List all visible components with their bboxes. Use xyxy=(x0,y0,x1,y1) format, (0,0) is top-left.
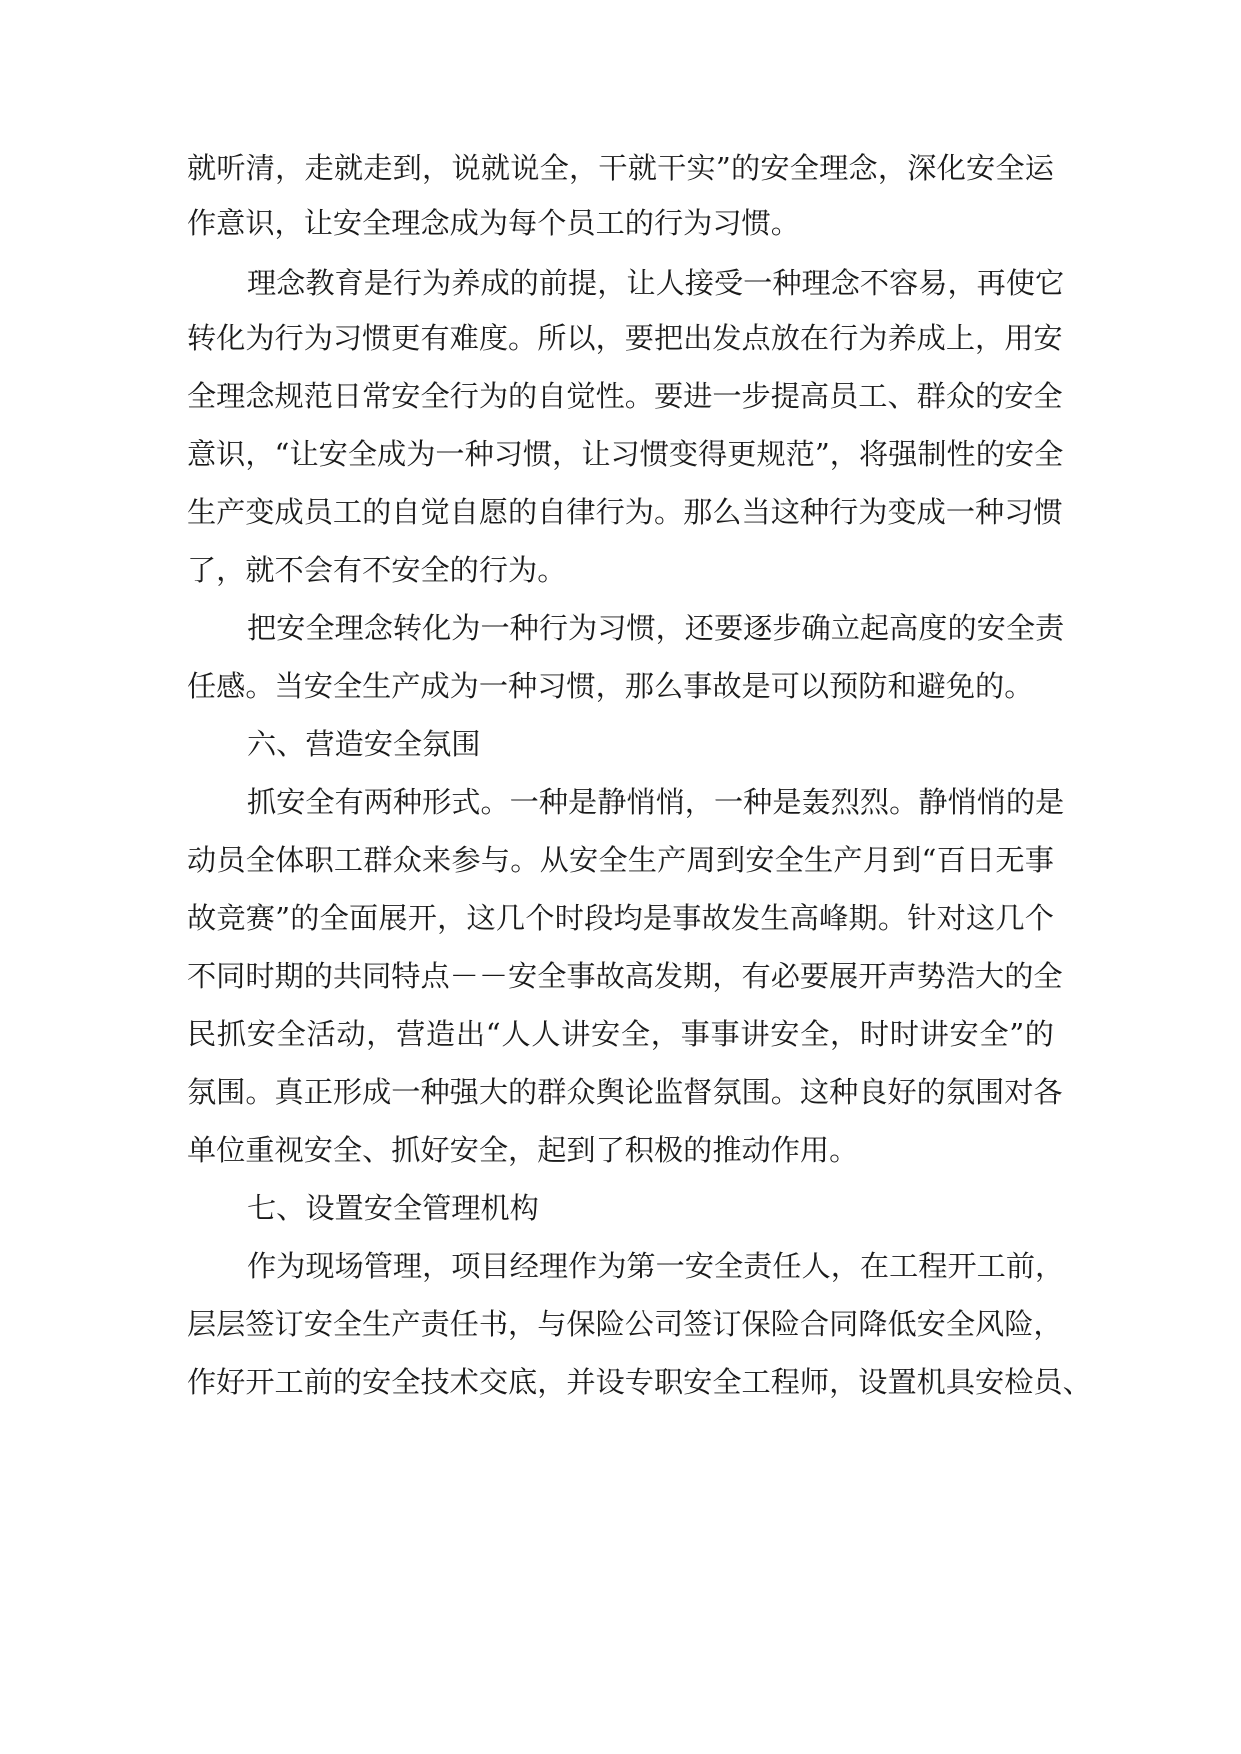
text-line: 民抓安全活动，营造出“人人讲安全，事事讲安全，时时讲安全”的 xyxy=(187,1017,1054,1051)
text-line: 任感。当安全生产成为一种习惯，那么事故是可以预防和避免的。 xyxy=(187,669,1034,703)
text-line: 就听清，走就走到，说就说全，干就干实”的安全理念，深化安全运 xyxy=(187,151,1054,185)
section-heading: 六、营造安全氛围 xyxy=(247,727,481,761)
text-line: 不同时期的共同特点－－安全事故高发期，有必要展开声势浩大的全 xyxy=(187,959,1063,993)
text-line: 作好开工前的安全技术交底，并设专职安全工程师，设置机具安检员、 xyxy=(187,1365,1092,1399)
text-line: 全理念规范日常安全行为的自觉性。要进一步提高员工、群众的安全 xyxy=(187,379,1063,413)
paragraph-first-line: 抓安全有两种形式。一种是静悄悄，一种是轰烈烈。静悄悄的是 xyxy=(247,785,1065,819)
paragraph-first-line: 作为现场管理，项目经理作为第一安全责任人，在工程开工前， xyxy=(247,1249,1065,1283)
section-heading: 七、设置安全管理机构 xyxy=(247,1191,539,1225)
text-line: 单位重视安全、抓好安全，起到了积极的推动作用。 xyxy=(187,1133,859,1167)
paragraph-first-line: 把安全理念转化为一种行为习惯，还要逐步确立起高度的安全责 xyxy=(247,611,1065,645)
text-line: 生产变成员工的自觉自愿的自律行为。那么当这种行为变成一种习惯 xyxy=(187,495,1063,529)
text-line: 作意识，让安全理念成为每个员工的行为习惯。 xyxy=(187,206,800,240)
text-line: 动员全体职工群众来参与。从安全生产周到安全生产月到“百日无事 xyxy=(187,843,1054,877)
text-line: 氛围。真正形成一种强大的群众舆论监督氛围。这种良好的氛围对各 xyxy=(187,1075,1063,1109)
text-line: 了，就不会有不安全的行为。 xyxy=(187,553,567,587)
text-line: 故竞赛”的全面展开，这几个时段均是事故发生高峰期。针对这几个 xyxy=(187,901,1054,935)
text-line: 层层签订安全生产责任书，与保险公司签订保险合同降低安全风险， xyxy=(187,1307,1063,1341)
paragraph-first-line: 理念教育是行为养成的前提，让人接受一种理念不容易，再使它 xyxy=(247,266,1065,300)
text-line: 转化为行为习惯更有难度。所以，要把出发点放在行为养成上，用安 xyxy=(187,321,1063,355)
text-line: 意识，“让安全成为一种习惯，让习惯变得更规范”，将强制性的安全 xyxy=(187,437,1064,471)
